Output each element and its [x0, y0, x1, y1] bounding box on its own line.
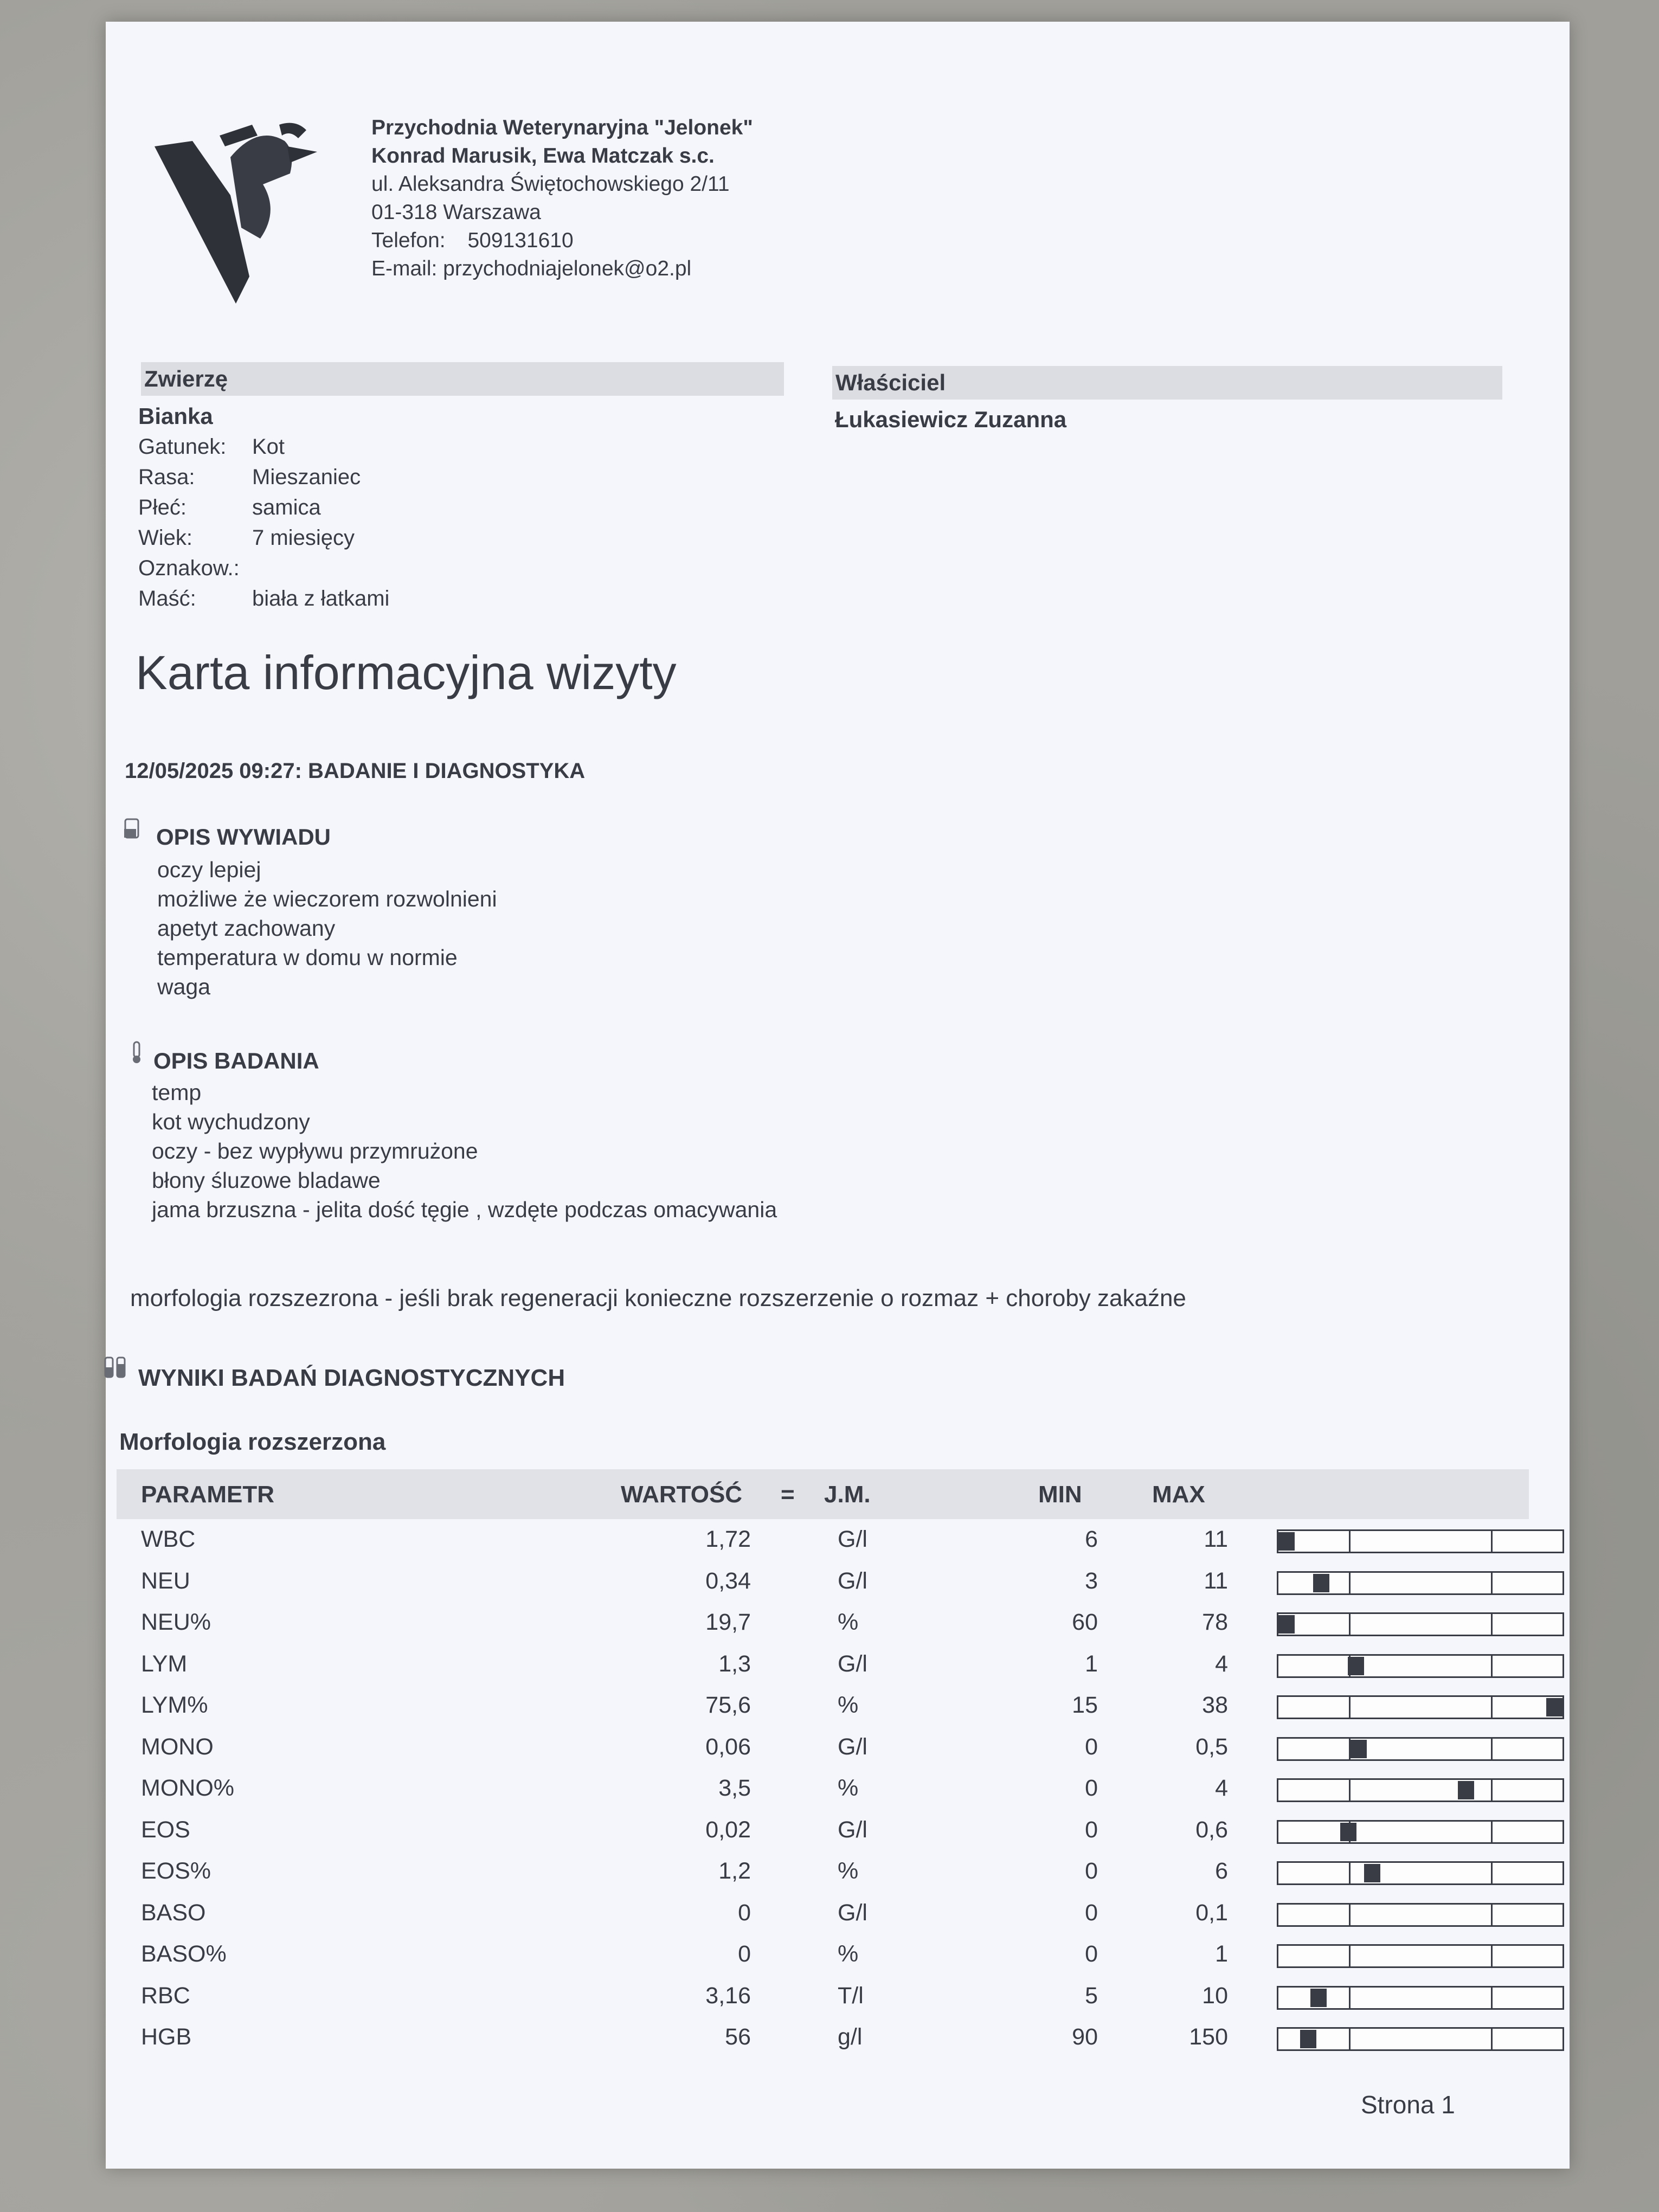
range-indicator: [1277, 1654, 1564, 1678]
interview-line: możliwe że wieczorem rozwolnieni: [157, 886, 497, 911]
exam-heading: OPIS BADANIA: [153, 1048, 319, 1073]
cell-min: 15: [1072, 1692, 1098, 1718]
table-row: [117, 1687, 1529, 1728]
cell-max: 4: [1215, 1775, 1228, 1801]
field-label: Płeć:: [138, 496, 187, 519]
field-label: Oznakow.:: [138, 556, 240, 580]
cell-max: 4: [1215, 1650, 1228, 1677]
cell-value: 56: [725, 2024, 751, 2050]
table-row: [117, 1977, 1529, 2018]
column-header-unit: J.M.: [824, 1481, 871, 1508]
range-marker: [1364, 1864, 1380, 1882]
range-min-divider: [1349, 1946, 1351, 1966]
cell-value: 3,16: [705, 1982, 751, 2009]
cell-value: 19,7: [705, 1609, 751, 1635]
animal-section-header: Zwierzę: [141, 362, 784, 396]
cell-min: 3: [1085, 1567, 1098, 1594]
range-max-divider: [1491, 1531, 1493, 1552]
field-value: Kot: [252, 435, 285, 459]
exam-line: jama brzuszna - jelita dość tęgie , wzdęte podczas omacywania: [152, 1197, 777, 1222]
cell-param: EOS%: [141, 1858, 211, 1884]
test-tubes-icon: [103, 1355, 133, 1379]
clinic-owners: Konrad Marusik, Ewa Matczak s.c.: [371, 144, 715, 168]
range-indicator: [1277, 2027, 1564, 2051]
range-max-divider: [1491, 1780, 1493, 1801]
column-header-flag: =: [781, 1481, 795, 1508]
range-max-divider: [1491, 1656, 1493, 1676]
cell-param: RBC: [141, 1982, 190, 2009]
clinic-phone: 509131610: [467, 229, 574, 252]
owner-name: Łukasiewicz Zuzanna: [835, 407, 1067, 432]
cell-param: EOS: [141, 1816, 190, 1843]
cell-max: 11: [1204, 1526, 1228, 1552]
cell-min: 90: [1072, 2024, 1098, 2050]
range-indicator: [1277, 1944, 1564, 1968]
range-indicator: [1277, 1612, 1564, 1636]
cell-max: 150: [1189, 2024, 1228, 2050]
animal-field: [138, 583, 389, 614]
table-row: [117, 1728, 1529, 1770]
interview-line: waga: [157, 974, 211, 999]
interview-text: [157, 855, 497, 1001]
document-title: Karta informacyjna wizyty: [136, 646, 677, 699]
interview-line: temperatura w domu w normie: [157, 945, 458, 970]
cell-min: 0: [1085, 1899, 1098, 1926]
clinic-phone-row: [371, 227, 753, 255]
cell-max: 1: [1215, 1941, 1228, 1967]
cell-unit: %: [838, 1775, 859, 1801]
cell-param: LYM%: [141, 1692, 208, 1718]
table-row: [117, 1604, 1529, 1645]
exam-line: kot wychudzony: [152, 1109, 310, 1134]
animal-name: Bianka: [138, 403, 213, 429]
range-indicator: [1277, 1986, 1564, 2010]
range-max-divider: [1491, 2029, 1493, 2049]
table-row: [117, 1770, 1529, 1811]
column-header-value: WARTOŚĆ: [621, 1481, 743, 1508]
interview-line: oczy lepiej: [157, 857, 261, 882]
range-min-divider: [1349, 1780, 1351, 1801]
interview-heading: OPIS WYWIADU: [156, 824, 331, 850]
results-heading: WYNIKI BADAŃ DIAGNOSTYCZNYCH: [138, 1365, 565, 1391]
column-header-param: PARAMETR: [141, 1481, 275, 1508]
cell-value: 0: [738, 1899, 751, 1926]
cell-param: MONO%: [141, 1775, 234, 1801]
range-marker: [1300, 2030, 1316, 2048]
table-row: [117, 1811, 1529, 1853]
cell-unit: G/l: [838, 1526, 867, 1552]
range-indicator: [1277, 1778, 1564, 1802]
cell-param: NEU%: [141, 1609, 211, 1635]
field-label: Gatunek:: [138, 435, 227, 459]
range-marker: [1348, 1657, 1364, 1675]
range-max-divider: [1491, 1863, 1493, 1883]
thermometer-icon: [127, 1041, 147, 1065]
cell-param: BASO: [141, 1899, 206, 1926]
cell-unit: %: [838, 1609, 859, 1635]
cell-unit: T/l: [838, 1982, 864, 2009]
range-marker: [1278, 1615, 1295, 1634]
range-max-divider: [1491, 1822, 1493, 1842]
cell-unit: G/l: [838, 1899, 867, 1926]
document-page: [106, 22, 1570, 2169]
cell-min: 0: [1085, 1816, 1098, 1843]
cell-unit: %: [838, 1941, 859, 1967]
range-indicator: [1277, 1820, 1564, 1844]
exam-text: [152, 1078, 777, 1224]
range-max-divider: [1491, 1614, 1493, 1635]
range-indicator: [1277, 1903, 1564, 1927]
column-header-max: MAX: [1152, 1481, 1205, 1508]
animal-field: [138, 462, 389, 492]
cell-param: HGB: [141, 2024, 192, 2050]
range-indicator: [1277, 1861, 1564, 1885]
range-min-divider: [1349, 1614, 1351, 1635]
results-subheading: Morfologia rozszerzona: [119, 1429, 386, 1455]
range-marker: [1310, 1989, 1327, 2007]
clinic-phone-label: Telefon:: [371, 229, 446, 252]
range-min-divider: [1349, 1905, 1351, 1925]
cell-max: 78: [1202, 1609, 1228, 1635]
cell-param: NEU: [141, 1567, 190, 1594]
results-table-header: [117, 1469, 1529, 1519]
range-min-divider: [1349, 1531, 1351, 1552]
cell-value: 0,34: [705, 1567, 751, 1594]
field-value: Mieszaniec: [252, 465, 361, 489]
column-header-min: MIN: [1038, 1481, 1082, 1508]
range-min-divider: [1349, 1573, 1351, 1593]
cell-value: 1,72: [705, 1526, 751, 1552]
animal-field: [138, 492, 389, 523]
range-indicator: [1277, 1737, 1564, 1761]
range-marker: [1278, 1532, 1295, 1551]
table-row: [117, 1935, 1529, 1977]
cell-unit: %: [838, 1692, 859, 1718]
field-label: Rasa:: [138, 465, 195, 489]
range-max-divider: [1491, 1739, 1493, 1759]
animal-field: [138, 553, 389, 583]
range-indicator: [1277, 1695, 1564, 1719]
table-row: [117, 1645, 1529, 1687]
cell-min: 0: [1085, 1941, 1098, 1967]
range-max-divider: [1491, 1946, 1493, 1966]
cell-value: 1,3: [718, 1650, 751, 1677]
table-row: [117, 1853, 1529, 1894]
cell-min: 0: [1085, 1858, 1098, 1884]
cell-param: MONO: [141, 1733, 214, 1760]
cell-max: 38: [1202, 1692, 1228, 1718]
table-row: [117, 1521, 1529, 1562]
exam-line: temp: [152, 1080, 202, 1105]
range-max-divider: [1491, 1573, 1493, 1593]
cell-max: 0,1: [1195, 1899, 1228, 1926]
field-label: Wiek:: [138, 526, 192, 550]
animal-field: [138, 432, 389, 462]
range-max-divider: [1491, 1905, 1493, 1925]
animal-details: [138, 401, 389, 614]
field-value: biała z łatkami: [252, 587, 390, 610]
owner-section-header: Właściciel: [832, 366, 1502, 400]
cell-min: 1: [1085, 1650, 1098, 1677]
cell-value: 0,02: [705, 1816, 751, 1843]
cell-value: 0,06: [705, 1733, 751, 1760]
cell-min: 60: [1072, 1609, 1098, 1635]
field-value: 7 miesięcy: [252, 526, 355, 550]
cell-max: 0,6: [1195, 1816, 1228, 1843]
interview-icon: [122, 817, 142, 841]
clinic-name: Przychodnia Weterynaryjna "Jelonek": [371, 116, 753, 139]
cell-min: 6: [1085, 1526, 1098, 1552]
clinic-city: 01-318 Warszawa: [371, 201, 541, 224]
cell-min: 0: [1085, 1733, 1098, 1760]
range-min-divider: [1349, 1988, 1351, 2008]
range-marker: [1458, 1781, 1474, 1799]
range-marker: [1546, 1698, 1562, 1716]
table-row: [117, 2018, 1529, 2060]
cell-param: BASO%: [141, 1941, 227, 1967]
range-indicator: [1277, 1571, 1564, 1595]
range-min-divider: [1349, 1863, 1351, 1883]
cell-value: 0: [738, 1941, 751, 1967]
range-max-divider: [1491, 1697, 1493, 1718]
table-row: [117, 1562, 1529, 1604]
cell-param: WBC: [141, 1526, 196, 1552]
cell-max: 0,5: [1195, 1733, 1228, 1760]
clinic-email: E-mail: przychodniajelonek@o2.pl: [371, 257, 692, 280]
animal-field: [138, 523, 389, 553]
cell-value: 3,5: [718, 1775, 751, 1801]
cell-unit: G/l: [838, 1567, 867, 1594]
interview-line: apetyt zachowany: [157, 916, 336, 941]
range-max-divider: [1491, 1988, 1493, 2008]
field-label: Maść:: [138, 587, 196, 610]
cell-unit: G/l: [838, 1650, 867, 1677]
page-number: Strona 1: [1361, 2091, 1455, 2119]
range-min-divider: [1349, 1697, 1351, 1718]
cell-unit: G/l: [838, 1816, 867, 1843]
cell-unit: g/l: [838, 2024, 863, 2050]
exam-line: oczy - bez wypływu przymrużone: [152, 1139, 478, 1163]
range-marker: [1313, 1574, 1329, 1592]
range-min-divider: [1349, 2029, 1351, 2049]
cell-unit: G/l: [838, 1733, 867, 1760]
visit-header: 12/05/2025 09:27: BADANIE I DIAGNOSTYKA: [125, 759, 586, 783]
exam-line: błony śluzowe bladawe: [152, 1168, 381, 1193]
clinic-header: [371, 114, 753, 283]
cell-value: 1,2: [718, 1858, 751, 1884]
field-value: samica: [252, 496, 321, 519]
table-row: [117, 1894, 1529, 1935]
cell-min: 0: [1085, 1775, 1098, 1801]
cell-max: 6: [1215, 1858, 1228, 1884]
exam-note: morfologia rozszezrona - jeśli brak regeneracji konieczne rozszerzenie o rozmaz + choroby zakaźne: [130, 1285, 1186, 1311]
cell-value: 75,6: [705, 1692, 751, 1718]
range-marker: [1340, 1823, 1356, 1841]
cell-unit: %: [838, 1858, 859, 1884]
cell-param: LYM: [141, 1650, 188, 1677]
range-indicator: [1277, 1529, 1564, 1553]
cell-max: 11: [1204, 1567, 1228, 1594]
clinic-street: ul. Aleksandra Świętochowskiego 2/11: [371, 172, 730, 196]
cell-min: 5: [1085, 1982, 1098, 2009]
cell-max: 10: [1202, 1982, 1228, 2009]
range-marker: [1351, 1740, 1367, 1758]
